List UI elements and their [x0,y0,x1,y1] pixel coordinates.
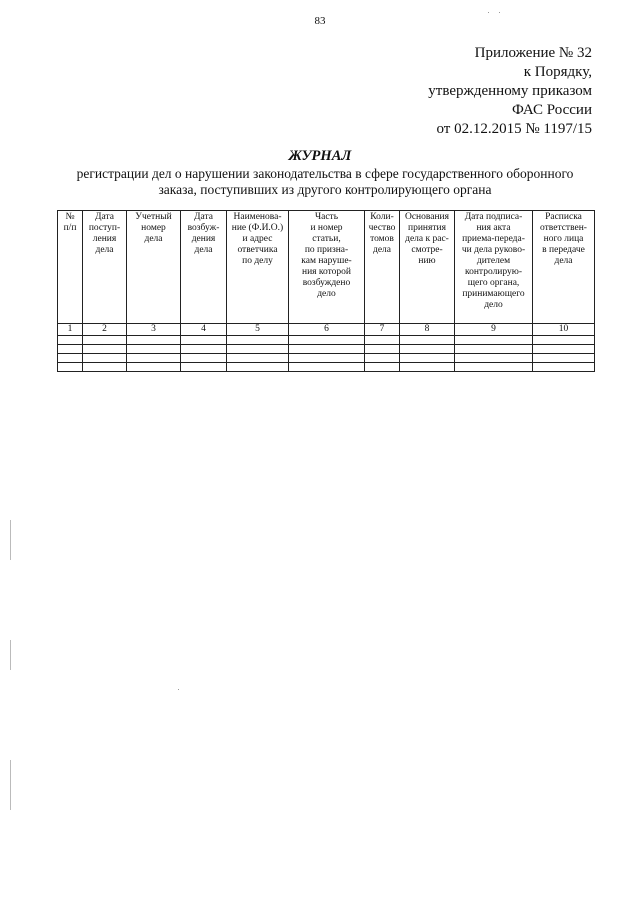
column-number: 3 [127,324,181,336]
table-cell[interactable] [365,345,400,354]
scan-artifact [10,640,11,670]
scan-artifact [10,520,11,560]
table-cell[interactable] [127,345,181,354]
table-row [58,354,595,363]
table-cell[interactable] [58,354,83,363]
table-cell[interactable] [83,345,127,354]
column-number: 1 [58,324,83,336]
table-cell[interactable] [181,354,227,363]
table-cell[interactable] [127,354,181,363]
header-text: Учетный номер дела [135,212,172,244]
table-cell[interactable] [83,363,127,372]
appendix-line: к Порядку, [523,64,592,80]
header-cell [227,211,289,324]
subtitle-line: заказа, поступивших из другого контролирующего органа [158,182,492,197]
document-title: ЖУРНАЛ [288,148,352,164]
table-cell[interactable] [181,363,227,372]
table-cell[interactable] [365,354,400,363]
header-text: Часть и номер статьи, по призна- кам наруше- ния которой возбуждено дело [301,212,352,299]
table-cell[interactable] [455,345,533,354]
table-cell[interactable] [289,363,365,372]
table-cell[interactable] [400,336,455,345]
registration-journal-table [57,210,595,372]
table-cell[interactable] [83,336,127,345]
table-cell[interactable] [533,363,595,372]
table-cell[interactable] [533,345,595,354]
table-cell[interactable] [127,336,181,345]
table-cell[interactable] [227,336,289,345]
table-cell[interactable] [181,345,227,354]
header-text: Дата подписа- ния акта приема-переда- чи дела руково- дителем контролирую- щего органа, принимающего дело [461,212,526,310]
column-number: 8 [400,324,455,336]
header-cell [400,211,455,324]
column-number: 7 [365,324,400,336]
table-cell[interactable] [533,354,595,363]
table-cell[interactable] [400,345,455,354]
table-cell[interactable] [455,336,533,345]
header-text: Наименова- ние (Ф.И.О.) и адрес ответчика по делу [231,212,284,266]
table-cell[interactable] [400,363,455,372]
table-cell[interactable] [227,354,289,363]
subtitle-line: регистрации дел о нарушении законодательства в сфере государственного оборонного [76,166,574,181]
scan-artifact [488,12,489,13]
appendix-note [428,44,592,139]
header-text: № п/п [63,212,77,233]
appendix-line: утвержденному приказом [428,83,592,99]
table-cell[interactable] [533,336,595,345]
header-cell [181,211,227,324]
column-number: 5 [227,324,289,336]
header-cell [83,211,127,324]
table-row [58,363,595,372]
table-cell[interactable] [400,354,455,363]
table-cell[interactable] [289,354,365,363]
table-cell[interactable] [83,354,127,363]
scan-artifact [178,689,179,690]
header-cell [127,211,181,324]
table-cell[interactable] [289,336,365,345]
table-cell[interactable] [227,345,289,354]
table-cell[interactable] [127,363,181,372]
column-number: 6 [289,324,365,336]
header-cell [58,211,83,324]
table-cell[interactable] [58,363,83,372]
header-cell [289,211,365,324]
header-cell [533,211,595,324]
table-cell[interactable] [181,336,227,345]
table-cell[interactable] [289,345,365,354]
scan-artifact [499,12,500,13]
appendix-line: Приложение № 32 [474,45,592,61]
scan-artifact [10,760,11,810]
header-text: Дата поступ- ления дела [88,212,121,255]
table-cell[interactable] [365,363,400,372]
table-header-row [58,211,595,324]
header-cell [455,211,533,324]
table-row [58,336,595,345]
document-subtitle [40,166,610,198]
column-number-row [58,324,595,336]
table-cell[interactable] [227,363,289,372]
page-number: 83 [314,15,326,27]
table-cell[interactable] [365,336,400,345]
header-text: Основания принятия дела к рас- смотре- нию [404,212,450,266]
column-number: 4 [181,324,227,336]
appendix-line: от 02.12.2015 № 1197/15 [436,121,592,137]
header-text: Расписка ответствен- ного лица в передаче дела [540,212,587,266]
table-row [58,345,595,354]
appendix-line: ФАС России [512,102,592,118]
header-text: Дата возбуж- дения дела [187,212,220,255]
table-cell[interactable] [58,336,83,345]
column-number: 2 [83,324,127,336]
header-text: Коли- чество томов дела [368,212,396,255]
table-cell[interactable] [58,345,83,354]
column-number: 10 [533,324,595,336]
table-cell[interactable] [455,354,533,363]
column-number: 9 [455,324,533,336]
table-cell[interactable] [455,363,533,372]
header-cell [365,211,400,324]
